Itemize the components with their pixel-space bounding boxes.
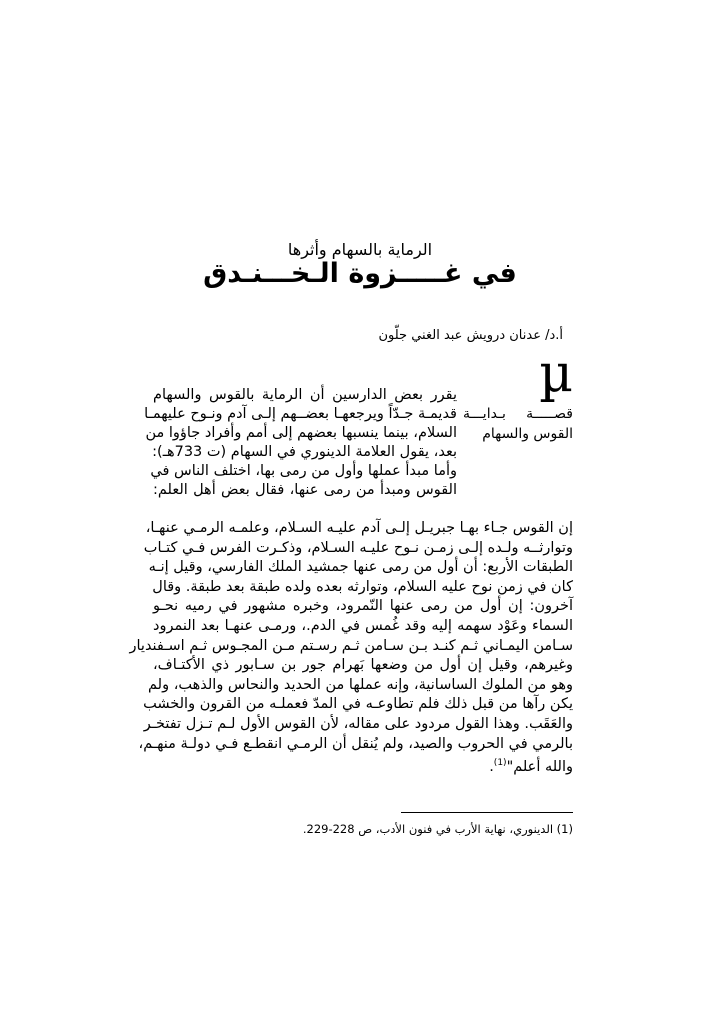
page-title: في غـــــزوة الـخـــنـدق	[203, 258, 517, 289]
body-line: سـامن اليمـاني ثـم كنـد بـن سـامن ثـم رسـتم مـن المجـوس ثـم اسـفنديار	[129, 637, 573, 654]
body-line: يكن رآها من قبل ذلك فلم تطاوعـه في المدّ فعملـه من القرون والخشب	[143, 696, 573, 713]
intro-line: قديمـة جـدّاً ويرجعهـا بعضــهم إلـى آدم ونـوح عليهمـا	[144, 406, 457, 422]
section-side-title: قصـــــة بـدايـــة القوس والسهام	[463, 406, 573, 442]
body-line-last: والله أعلم"$^{(1)}$.	[489, 758, 573, 775]
author-line: أ.د/ عدنان درويش عبد الغني جلّون	[378, 328, 563, 343]
body-line: آخرون: إن أول من رمى عنها النّمرود، وخبره مشهور في رميه نحـو	[153, 598, 573, 615]
body-line: كان في زمن نوح عليه السلام، وتوارثه بعده ولده طبقة بعد طبقة. وقال	[152, 578, 573, 595]
footnote: (1) الدينوري، نهاية الأرب في فنون الأدب، ص 228-229.	[302, 822, 573, 836]
intro-paragraph	[144, 386, 457, 500]
drop-symbol: µ	[539, 344, 573, 404]
body-line: الطبقات الأربع: أن أول من رمى عنها جمشيد الملك الفارسي، وقيل إنـه	[148, 559, 573, 576]
body-line: بالرمي في الحروب والصيد، ولم يُنقل أن الرمـي انقطـع فـي دولـة منهـم،	[138, 735, 573, 752]
body-line-text: والله أعلم"	[506, 758, 573, 775]
intro-line: يقرر بعض الدارسين أن الرماية بالقوس والسهام	[153, 387, 457, 403]
body-line: وتوارثــه ولـده إلـى زمـن نـوح عليـه السـلام، وذكـرت الفرس فـي كتـاب	[143, 539, 573, 556]
pre-title: الرماية بالسهام وأثرها	[287, 240, 433, 259]
intro-line: وأما مبدأ عملها وأول من رمى بها، اختلف الناس في	[150, 463, 457, 479]
intro-line: السلام، بينما ينسبها بعضهم إلى أمم وأفراد جاؤوا من	[145, 425, 457, 441]
intro-line: بعد، يقول العلامة الدينوري في السهام (ت 733هـ):	[152, 444, 457, 460]
body-line: وغيرهم، وقيل إن أول من وضعها بَهرام جور بن سـابور ذي الأكتـاف،	[153, 657, 573, 674]
body-line: السماء وعَوْد سهمه إليه وقد غُمس في الدم.، ورمـى عنهـا بعد النمرود	[153, 617, 573, 634]
body-line: وهو من الملوك الساسانية، وإنه عملها من الحديد والنحاس والذهب، ولم	[148, 676, 573, 693]
footnote-ref: (1)	[493, 758, 507, 769]
body-line: إن القوس جـاء بهـا جبريـل إلـى آدم عليـه السـلام، وعلمـه الرمـي عنهـا،	[145, 520, 573, 536]
body-paragraph	[129, 519, 573, 778]
footnote-divider	[401, 812, 573, 813]
intro-line: القوس ومبدأ من رمى عنها، فقال بعض أهل العلم:	[153, 482, 457, 498]
body-line: والعَقَب. وهذا القول مردود على مقاله، لأن القوس الأول لـم تـزل تفتخـر	[143, 715, 573, 732]
